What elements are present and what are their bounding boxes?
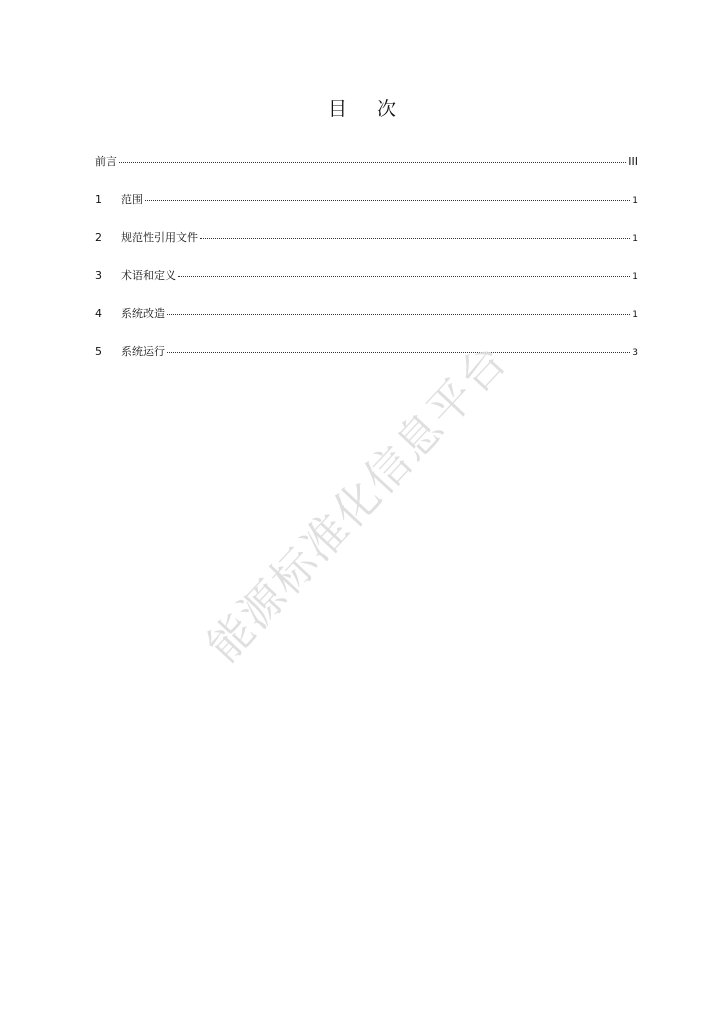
toc-entry-page: 3 xyxy=(632,348,638,358)
toc-entry-label: 术语和定义 xyxy=(121,269,176,282)
toc-entry-page: 1 xyxy=(632,310,638,320)
toc-entry-foreword[interactable] xyxy=(95,153,638,172)
toc-leader-dots xyxy=(200,238,630,239)
toc-entry-page: III xyxy=(628,155,638,168)
toc-entry-normative-references[interactable] xyxy=(95,229,638,248)
toc-leader-dots xyxy=(167,314,630,315)
toc-entry-page: 1 xyxy=(632,196,638,206)
toc-title: 目 次 xyxy=(327,98,409,120)
watermark: 能源标准化信息平台 xyxy=(198,334,518,673)
toc-entry-number: 1 xyxy=(95,193,102,206)
toc-entry-scope[interactable] xyxy=(95,191,638,210)
toc-entry-number: 2 xyxy=(95,231,102,244)
toc-entry-page: 1 xyxy=(632,234,638,244)
toc-leader-dots xyxy=(145,200,630,201)
toc-leader-dots xyxy=(167,352,630,353)
toc-entry-system-retrofit[interactable] xyxy=(95,305,638,324)
toc-entry-label: 系统改造 xyxy=(121,307,165,320)
toc-leader-dots xyxy=(178,276,630,277)
toc-list xyxy=(95,153,638,381)
toc-leader-dots xyxy=(119,162,626,163)
toc-entry-number: 4 xyxy=(95,307,102,320)
toc-entry-terms-definitions[interactable] xyxy=(95,267,638,286)
toc-entry-label: 规范性引用文件 xyxy=(121,231,198,244)
toc-entry-system-operation[interactable] xyxy=(95,343,638,362)
toc-entry-number: 3 xyxy=(95,269,102,282)
toc-entry-page: 1 xyxy=(632,272,638,282)
toc-entry-label: 系统运行 xyxy=(121,345,165,358)
toc-entry-label: 范围 xyxy=(121,193,143,206)
toc-entry-number: 5 xyxy=(95,345,102,358)
toc-entry-label: 前言 xyxy=(95,155,117,168)
